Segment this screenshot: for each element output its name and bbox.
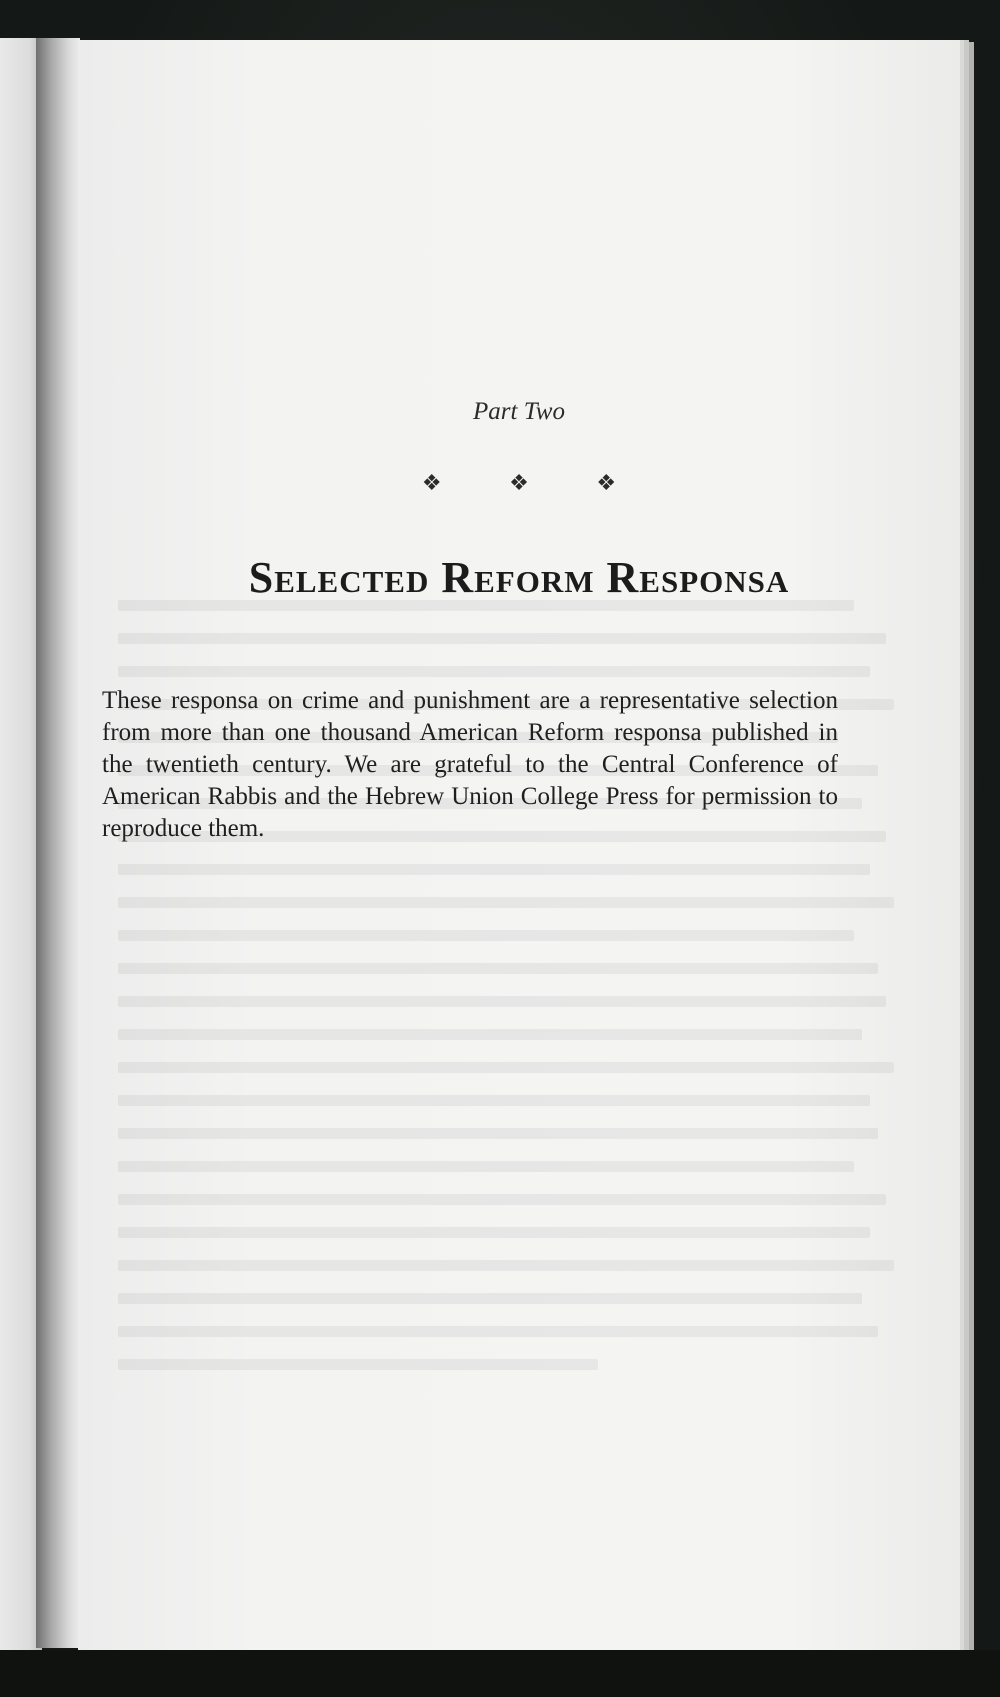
diamond-ornament-icon: ❖ <box>421 470 442 495</box>
book-gutter <box>36 38 80 1648</box>
bleed-through-text <box>78 40 960 1662</box>
part-label: Part Two <box>473 398 565 425</box>
diamond-ornament-icon: ❖ <box>596 470 617 495</box>
book-page <box>78 40 960 1662</box>
ornament-divider <box>78 470 960 496</box>
table-surface <box>0 1650 1000 1697</box>
diamond-ornament-icon: ❖ <box>509 470 529 495</box>
intro-paragraph: These responsa on crime and punishment are a representative selection from more than one thousand American Reform responsa published in the twentieth century. We are grateful to the Central Conference of American Rabbis and the Hebrew Union College Press for permission to reproduce them. <box>102 687 838 842</box>
section-title: Selected Reform Responsa <box>248 553 790 602</box>
